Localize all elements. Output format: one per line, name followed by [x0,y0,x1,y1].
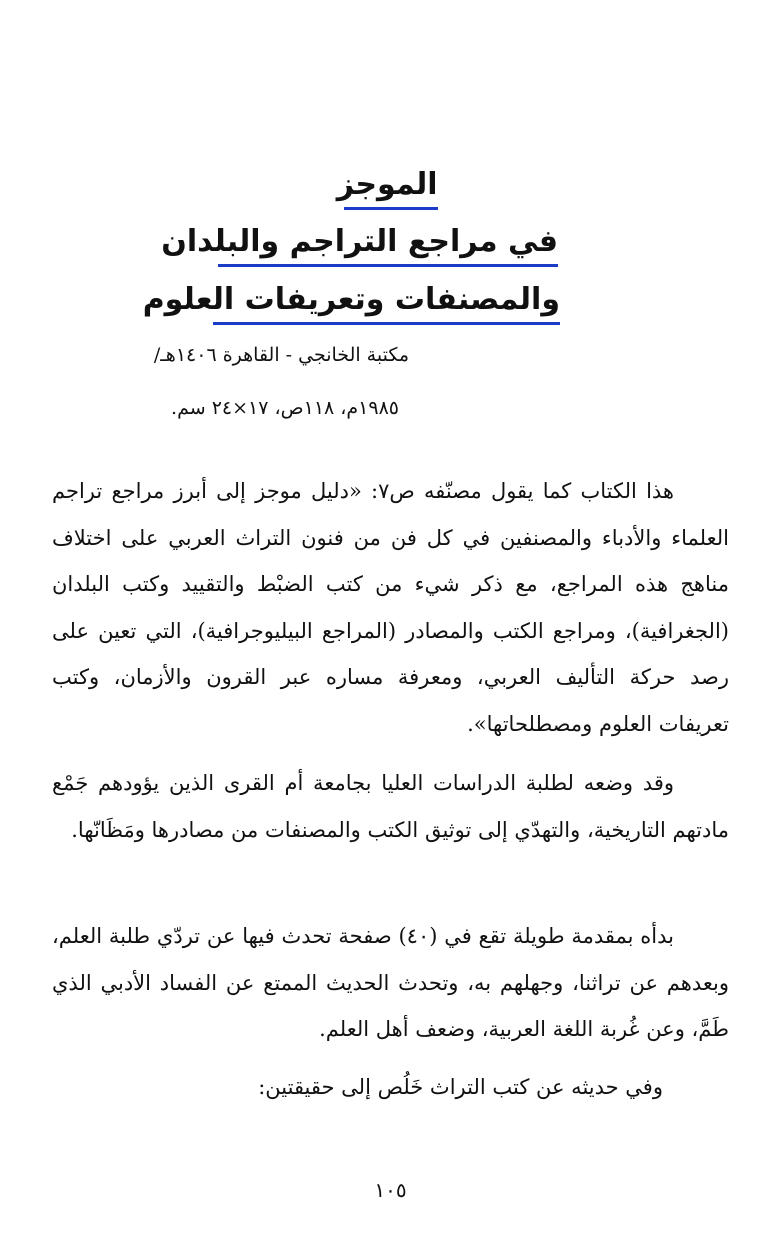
title-line-1: الموجز [344,165,438,210]
bibliography-line-2: ١٩٨٥م، ١١٨ص، ١٧×٢٤ سم. [171,397,399,419]
body-paragraph-3: بدأه بمقدمة طويلة تقع في (٤٠) صفحة تحدث فيها عن تردّي طلبة العلم، وبعدهم عن تراثنا، وجهلهم به، وتحدث الحديث الممتع عن الفساد الأدبي الذي طَمَّ، وعن غُربة اللغة العربية، وضعف أهل العلم. [52,924,729,1041]
body-paragraph-1: هذا الكتاب كما يقول مصنّفه ص٧: «دليل موجز إلى أبرز مراجع تراجم العلماء والأدباء والمصنفين في كل فن من فنون التراث العربي على اختلاف مناهج هذه المراجع، مع ذكر شيء من كتب الضبْط والتقييد وكتب البلدان (الجغرافية)، ومراجع الكتب والمصادر (المراجع البيليوجرافية)، التي تعين على رصد حركة التأليف العربي، ومعرفة مساره عبر القرون والأزمان، وكتب تعريفات العلوم ومصطلحاتها». [52,479,729,736]
bibliography-line-1: مكتبة الخانجي - القاهرة ١٤٠٦هـ/ [153,344,409,366]
page-number: ١٠٥ [374,1178,407,1202]
body-paragraph-2: وقد وضعه لطلبة الدراسات العليا بجامعة أم القرى الذين يؤودهم جَمْع مادتهم التاريخية، والتهدّي إلى توثيق الكتب والمصنفات من مصادرها ومَظَانّها. [52,771,729,842]
title-line-2: في مراجع التراجم والبلدان [218,222,558,267]
title-line-3: والمصنفات وتعريفات العلوم [213,280,560,325]
body-paragraph-4: وفي حديثه عن كتب التراث خَلُص إلى حقيقتين: [258,1075,663,1099]
